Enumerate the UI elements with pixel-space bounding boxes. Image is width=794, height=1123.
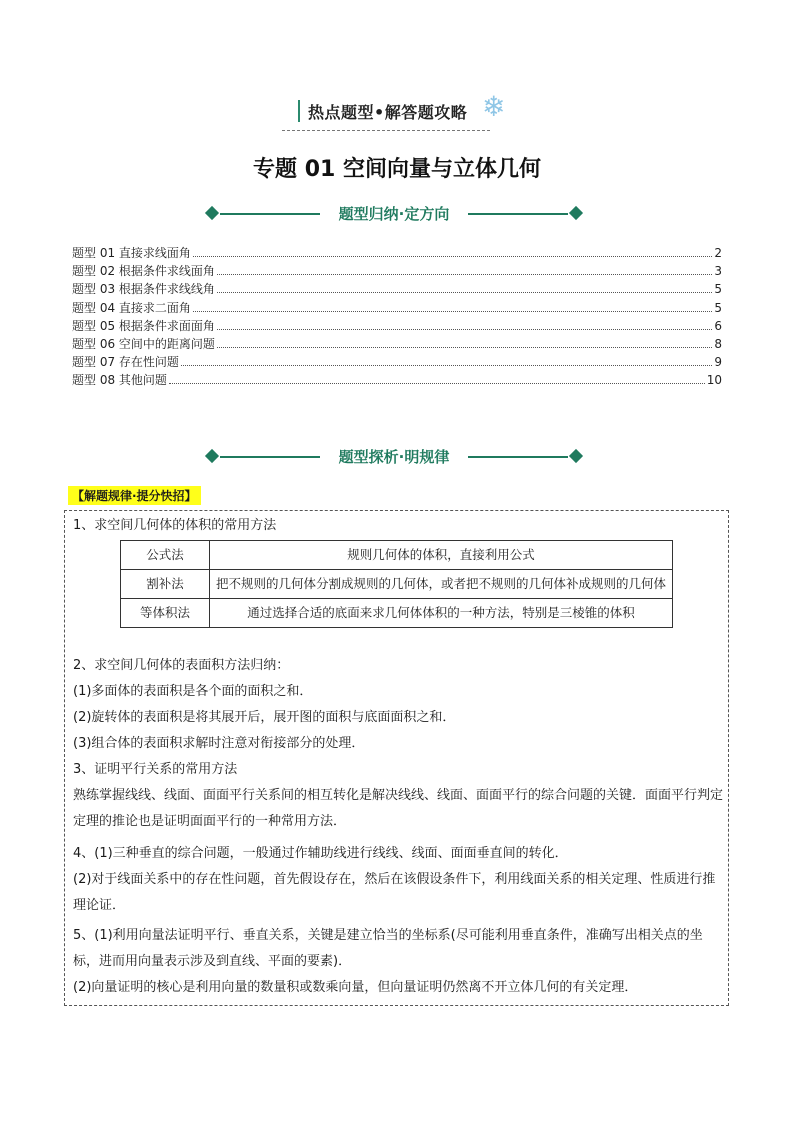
tips-tag: 【解题规律·提分快招】 [68, 486, 201, 505]
toc-item-page: 9 [714, 355, 722, 370]
toc-item-label: 题型 02 根据条件求线面角 [72, 264, 215, 279]
toc-item-label: 题型 05 根据条件求面面角 [72, 318, 215, 333]
toc-item[interactable] [72, 335, 722, 353]
toc-item[interactable] [72, 353, 722, 371]
volume-method-table [120, 540, 673, 628]
banner-line [468, 456, 568, 458]
paragraph: 熟练掌握线线、线面、面面平行关系间的相互转化是解决线线、线面、面面平行的综合问题的关键．面面平行判定定理的推论也是证明面面平行的一种常用方法． [73, 788, 724, 829]
paragraph: 2、求空间几何体的表面积方法归纳： [73, 658, 290, 673]
toc-item-page: 2 [714, 246, 722, 260]
toc-item-page: 5 [714, 300, 722, 315]
toc-item[interactable] [72, 262, 722, 280]
method-name: 等体积法 [121, 599, 210, 628]
paragraph: (2)对于线面关系中的存在性问题，首先假设存在，然后在该假设条件下，利用线面关系的相关定理、性质进行推理论证． [73, 872, 716, 913]
banner-label: 题型探析·明规律 [338, 448, 450, 466]
method-desc: 通过选择合适的底面来求几何体体积的一种方法，特别是三棱锥的体积 [210, 599, 673, 628]
toc-item-label: 题型 07 存在性问题 [72, 355, 179, 370]
paragraph: 4、(1)三种垂直的综合问题，一般通过作辅助线进行线线、线面、面面垂直间的转化． [73, 846, 568, 861]
table-row [121, 599, 673, 628]
section-banner-overview [204, 203, 584, 225]
method-desc: 规则几何体的体积，直接利用公式 [210, 541, 673, 570]
toc-leader [217, 292, 712, 293]
toc-leader [217, 274, 712, 275]
toc-item[interactable] [72, 371, 722, 389]
toc-item-page: 10 [706, 373, 722, 388]
toc-item-label: 题型 03 根据条件求线线角 [72, 282, 215, 297]
table-row [121, 541, 673, 570]
table-of-contents [72, 244, 722, 390]
table-row [121, 570, 673, 599]
toc-item-page: 6 [714, 318, 722, 333]
header-tagline: 热点题型•解答题攻略 [308, 103, 468, 122]
page-title: 专题 01 空间向量与立体几何 [253, 157, 541, 182]
toc-item-label: 题型 08 其他问题 [72, 373, 167, 388]
header-tagline-box [282, 90, 506, 136]
paragraph: (3)组合体的表面积求解时注意对衔接部分的处理． [73, 736, 365, 751]
toc-leader [181, 365, 712, 366]
paragraph: 1、求空间几何体的体积的常用方法 [73, 518, 277, 533]
method-desc: 把不规则的几何体分割成规则的几何体，或者把不规则的几何体补成规则的几何体 [210, 570, 673, 599]
paragraph: (2)旋转体的表面积是将其展开后，展开图的面积与底面面积之和． [73, 710, 456, 725]
method-name: 割补法 [121, 570, 210, 599]
paragraph: 3、证明平行关系的常用方法 [73, 762, 238, 777]
banner-label: 题型归纳·定方向 [338, 205, 450, 223]
paragraph: (1)多面体的表面积是各个面的面积之和． [73, 684, 313, 699]
toc-item[interactable] [72, 299, 722, 317]
paragraph: (2)向量证明的核心是利用向量的数量积或数乘向量，但向量证明仍然离不开立体几何的有关定理． [73, 980, 638, 995]
banner-line [468, 213, 568, 215]
toc-item[interactable] [72, 244, 722, 262]
section-banner-analysis [204, 446, 584, 468]
toc-leader [217, 329, 712, 330]
header-accent-bar [298, 100, 300, 122]
toc-item-page: 5 [714, 282, 722, 297]
toc-item-label: 题型 06 空间中的距离问题 [72, 336, 215, 351]
toc-item[interactable] [72, 317, 722, 335]
toc-leader [217, 347, 712, 348]
header-divider [282, 130, 490, 131]
snowflake-icon: ❄ [482, 90, 506, 123]
toc-leader [169, 383, 705, 384]
toc-leader [193, 311, 712, 312]
toc-item-page: 3 [714, 264, 722, 279]
method-name: 公式法 [121, 541, 210, 570]
toc-item-label: 题型 04 直接求二面角 [72, 300, 191, 315]
toc-leader [193, 256, 712, 257]
toc-item-page: 8 [714, 336, 722, 351]
paragraph: 5、(1)利用向量法证明平行、垂直关系，关键是建立恰当的坐标系(尽可能利用垂直条件，准确写出相关点的坐标，进而用向量表示涉及到直线、平面的要素)． [73, 928, 703, 969]
toc-item[interactable] [72, 280, 722, 298]
toc-item-label: 题型 01 直接求线面角 [72, 246, 191, 260]
